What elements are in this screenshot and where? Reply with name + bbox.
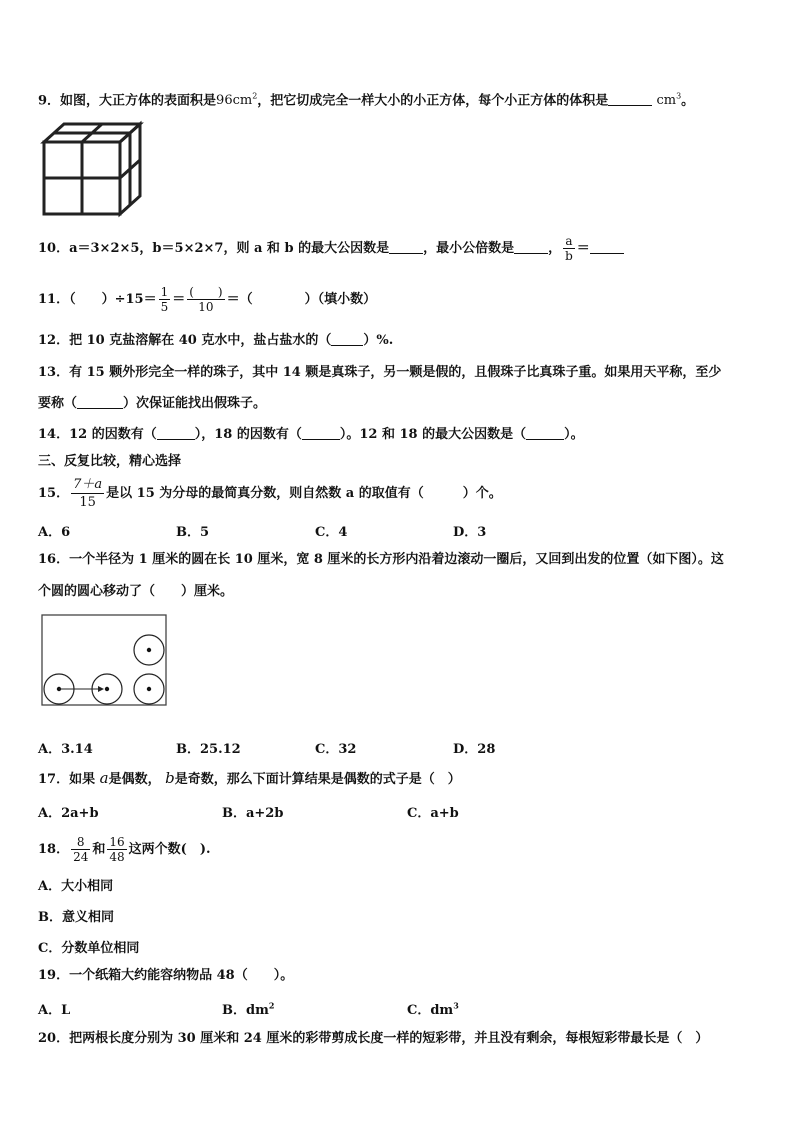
q15-option-c[interactable]: C．4	[315, 525, 348, 540]
q17-option-b[interactable]: B．a+2b	[222, 806, 284, 821]
question-13-line1: 13．有 15 颗外形完全一样的珠子，其中 14 颗是真珠子，另一颗是假的，且假珠子比真珠子重。如果用天平称，至少	[38, 365, 722, 380]
fraction-blank-10[interactable]: $\frac{( )}{10}$	[189, 285, 223, 314]
answer-blank[interactable]	[608, 92, 652, 106]
fraction-8-24: $\frac{8}{24}$	[73, 835, 89, 864]
q16-option-a[interactable]: A．3.14	[38, 742, 93, 757]
question-16-line2: 个圆的圆心移动了（ ）厘米。	[38, 584, 234, 599]
answer-blank[interactable]	[77, 395, 123, 409]
q19-option-b[interactable]: B．$dm^2$	[222, 1000, 275, 1018]
q16-option-c[interactable]: C．32	[315, 742, 357, 757]
question-11: 11．（ ）÷15＝ $\frac{1}{5}$ ＝ $\frac{( )}{10}$ ＝（ ）（填小数）	[38, 285, 377, 314]
question-19: 19．一个纸箱大约能容纳物品 48（ ）。	[38, 968, 294, 983]
answer-blank[interactable]	[526, 426, 564, 440]
question-9: 9．如图，大正方体的表面积是$96cm^2$，把它切成完全一样大小的小正方体，每个小正方体的体积是 $cm^3$。	[38, 92, 695, 109]
section-heading: 三、反复比较，精心选择	[38, 454, 182, 469]
q15-option-a[interactable]: A．6	[38, 525, 71, 540]
q18-option-b[interactable]: B．意义相同	[38, 910, 114, 925]
q9-area: $96cm^2$	[216, 92, 258, 109]
answer-blank[interactable]	[389, 240, 423, 254]
answer-blank[interactable]	[302, 426, 340, 440]
fraction-a-b: $\frac{a}{b}$	[565, 234, 573, 263]
q17-option-a[interactable]: A．2a+b	[38, 806, 99, 821]
q15-option-d[interactable]: D．3	[453, 525, 487, 540]
answer-blank[interactable]	[514, 240, 548, 254]
question-12: 12．把 10 克盐溶解在 40 克水中，盐占盐水的（ ）%.	[38, 333, 394, 348]
question-17: 17．如果 a是偶数， b是奇数，那么下面计算结果是偶数的式子是（ ）	[38, 769, 461, 787]
question-14: 14．12 的因数有（ ），18 的因数有（ ）。12 和 18 的最大公因数是（ ）。	[38, 427, 584, 442]
q16-option-d[interactable]: D．28	[453, 742, 496, 757]
question-10: 10．a＝3×2×5，b＝5×2×7，则 a 和 b 的最大公因数是 ，最小公倍数是 ， $\frac{a}{b}$ ＝	[38, 234, 624, 263]
q17-option-c[interactable]: C．a+b	[407, 806, 459, 821]
answer-blank[interactable]	[331, 332, 363, 346]
answer-blank[interactable]	[590, 240, 624, 254]
q9-text: 9．如图，大正方体的表面积是	[38, 93, 217, 109]
cube-figure	[40, 118, 144, 218]
question-18: 18． $\frac{8}{24}$ 和 $\frac{16}{48}$ 这两个数( ).	[38, 835, 211, 864]
question-20: 20．把两根长度分别为 30 厘米和 24 厘米的彩带剪成长度一样的短彩带，并且没有剩余，每根短彩带最长是（ ）	[38, 1031, 709, 1046]
q15-option-b[interactable]: B．5	[176, 525, 210, 540]
q16-option-b[interactable]: B．25.12	[176, 742, 241, 757]
q18-option-a[interactable]: A．大小相同	[38, 879, 114, 894]
fraction-1-5: $\frac{1}{5}$	[160, 285, 169, 314]
question-16-line1: 16．一个半径为 1 厘米的圆在长 10 厘米，宽 8 厘米的长方形内沿着边滚动一圈后，又回到出发的位置（如下图）。这	[38, 552, 724, 567]
answer-blank[interactable]	[157, 426, 195, 440]
question-13-line2: 要称（ ）次保证能找出假珠子。	[38, 396, 267, 411]
q19-option-c[interactable]: C．$dm^3$	[407, 1000, 459, 1018]
q19-option-a[interactable]: A．L	[38, 1003, 71, 1018]
fraction-7a-15: $\frac{7+a}{15}$	[73, 477, 103, 510]
q18-option-c[interactable]: C．分数单位相同	[38, 941, 140, 956]
question-15: 15． $\frac{7+a}{15}$ 是以 15 为分母的最简真分数，则自然数 a 的取值有（ ）个。	[38, 477, 502, 510]
fraction-16-48: $\frac{16}{48}$	[109, 835, 125, 864]
rolling-circle-figure	[41, 614, 169, 708]
